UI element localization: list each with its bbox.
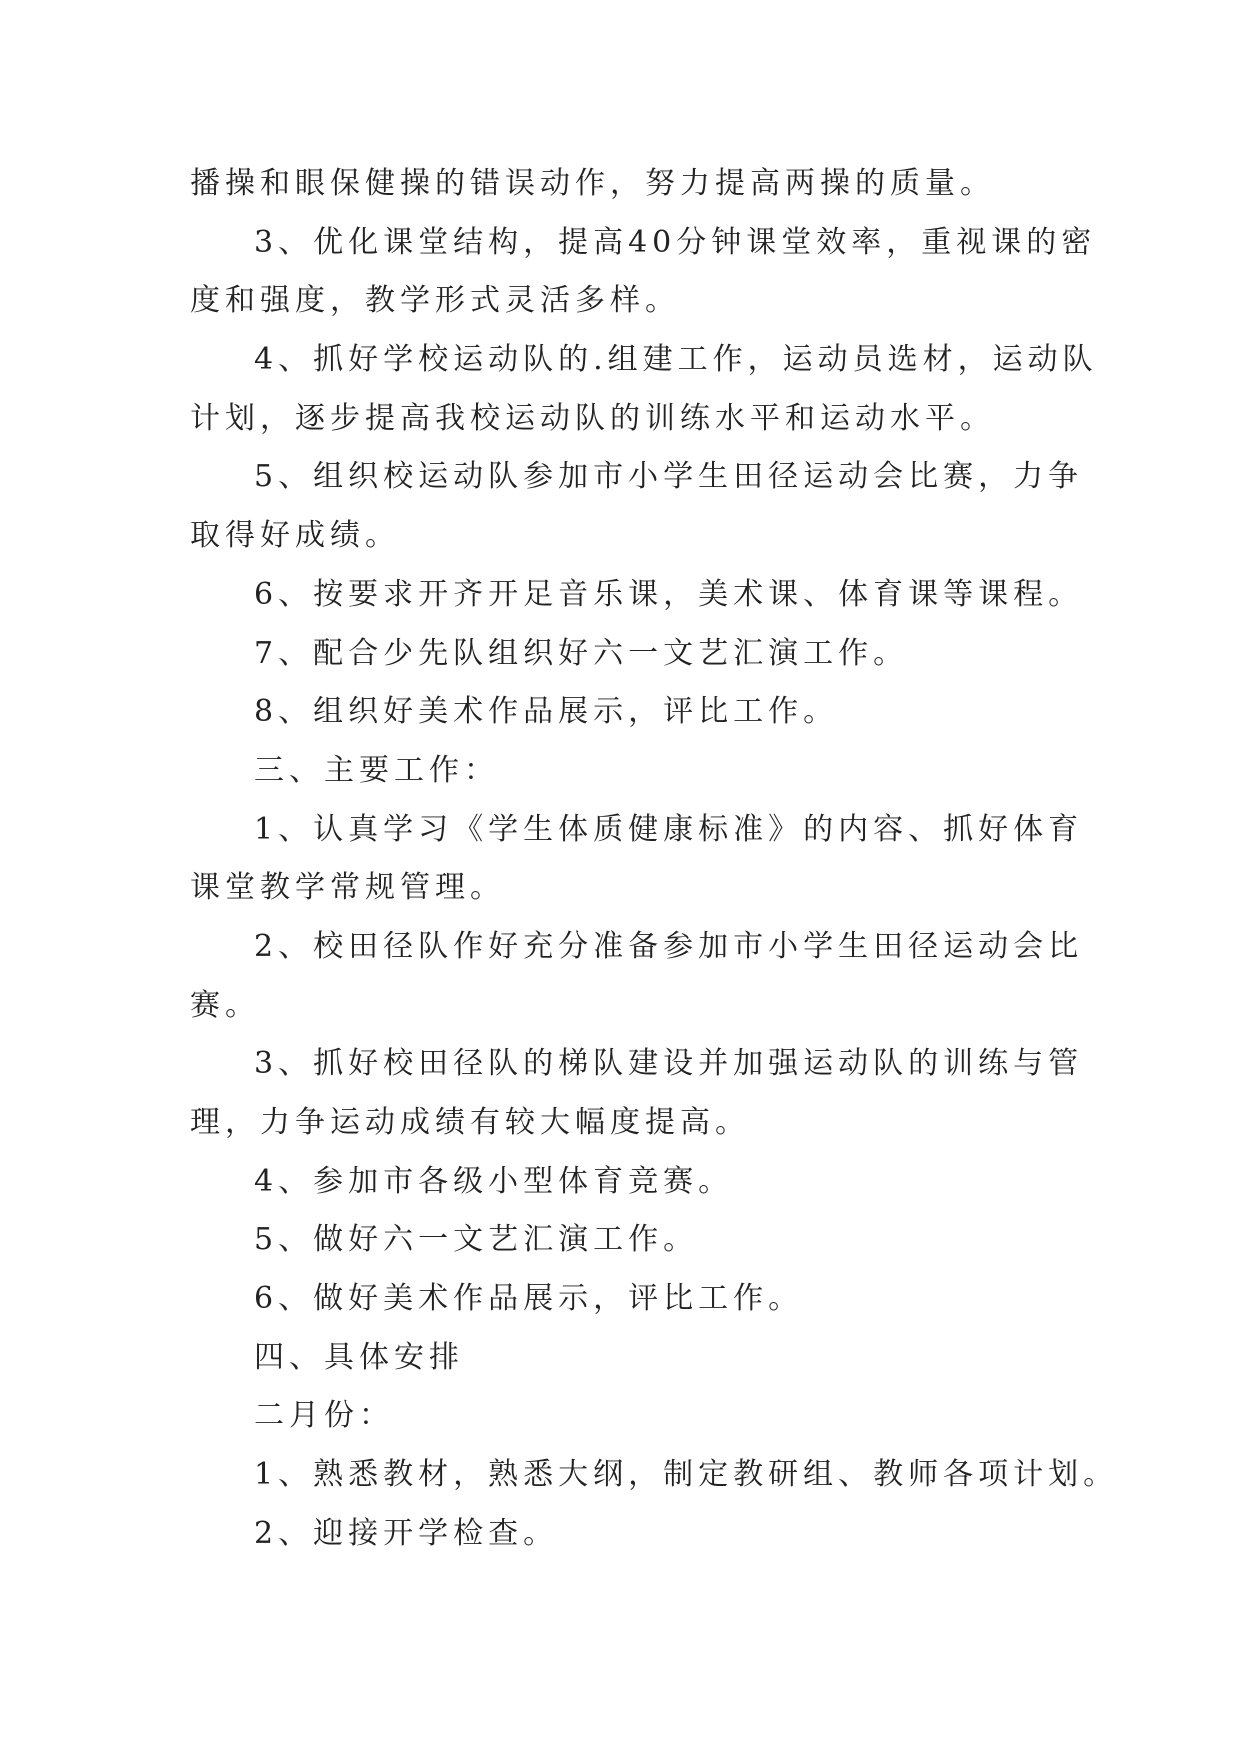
text-line: 课堂教学常规管理。 bbox=[190, 870, 505, 906]
text-line: 理，力争运动成绩有较大幅度提高。 bbox=[190, 1105, 750, 1140]
text-line: 6、做好美术作品展示，评比工作。 bbox=[254, 1281, 804, 1317]
text-line: 2、迎接开学检查。 bbox=[254, 1515, 559, 1551]
text-line: 6、按要求开齐开足音乐课，美术课、体育课等课程。 bbox=[254, 576, 1084, 612]
text-line: 4、抓好学校运动队的.组建工作，运动员选材，运动队 bbox=[254, 342, 1098, 378]
text-line: 7、配合少先队组织好六一文艺汇演工作。 bbox=[254, 635, 909, 671]
section-heading: 四、具体安排 bbox=[254, 1339, 464, 1375]
text-line: 5、组织校运动队参加市小学生田径运动会比赛，力争 bbox=[254, 459, 1084, 495]
text-line: 1、认真学习《学生体质健康标准》的内容、抓好体育 bbox=[254, 811, 1084, 847]
text-line: 5、做好六一文艺汇演工作。 bbox=[254, 1222, 699, 1258]
text-line: 度和强度，教学形式灵活多样。 bbox=[190, 283, 680, 319]
document-body bbox=[190, 158, 1119, 1567]
text-line: 赛。 bbox=[190, 987, 260, 1023]
text-line: 3、优化课堂结构，提高40分钟课堂效率，重视课的密 bbox=[254, 224, 1097, 260]
month-heading: 二月份： bbox=[254, 1398, 394, 1434]
text-line: 4、参加市各级小型体育竞赛。 bbox=[254, 1163, 734, 1199]
section-heading: 三、主要工作： bbox=[254, 752, 499, 788]
text-line: 2、校田径队作好充分准备参加市小学生田径运动会比 bbox=[254, 928, 1084, 964]
text-line: 8、组织好美术作品展示，评比工作。 bbox=[254, 694, 839, 730]
text-line: 取得好成绩。 bbox=[190, 518, 400, 554]
text-line: 计划，逐步提高我校运动队的训练水平和运动水平。 bbox=[190, 400, 995, 436]
text-line: 播操和眼保健操的错误动作，努力提高两操的质量。 bbox=[190, 166, 995, 201]
text-line: 3、抓好校田径队的梯队建设并加强运动队的训练与管 bbox=[254, 1046, 1084, 1082]
text-line: 1、熟悉教材，熟悉大纲，制定教研组、教师各项计划。 bbox=[254, 1457, 1119, 1493]
